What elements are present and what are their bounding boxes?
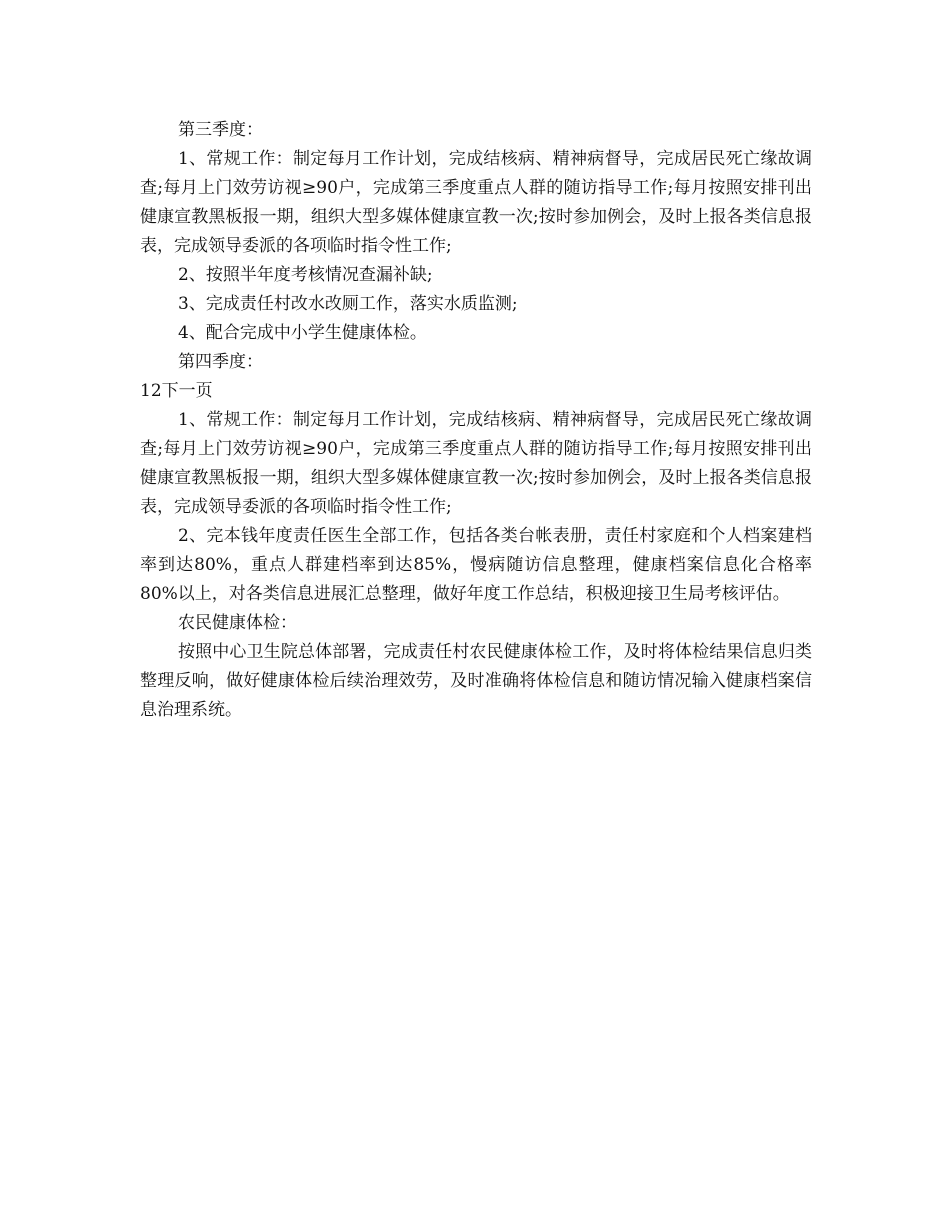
heading-q4: 第四季度：: [178, 352, 263, 372]
heading-farmer-checkup: 农民健康体检：: [178, 613, 297, 633]
document-body: [140, 116, 812, 725]
farmer-checkup-text: 按照中心卫生院总体部署，完成责任村农民健康体检工作，及时将体检结果信息归类整理反响，做好健康体检后续治理效劳，及时准确将体检信息和随访情况输入健康档案信息治理系统。: [140, 642, 812, 720]
q4-item-annual: 2、完本钱年度责任医生全部工作，包括各类台帐表册，责任村家庭和个人档案建档率到达80%，重点人群建档率到达85%，慢病随访信息整理，健康档案信息化合格率80%以上，对各类信息进展汇总整理，做好年度工作总结，积极迎接卫生局考核评估。: [140, 526, 812, 604]
q3-item-water: 3、完成责任村改水改厕工作，落实水质监测;: [178, 294, 518, 314]
page-nav-link[interactable]: 12下一页: [140, 381, 213, 401]
q3-item-checkup: 4、配合完成中小学生健康体检。: [178, 323, 427, 343]
heading-q3: 第三季度：: [178, 120, 263, 140]
q4-item-routine: 1、常规工作：制定每月工作计划，完成结核病、精神病督导，完成居民死亡缘故调查;每月上门效劳访视≥90户，完成第三季度重点人群的随访指导工作;每月按照安排刊出健康宣教黑板报一期，组织大型多媒体健康宣教一次;按时参加例会，及时上报各类信息报表，完成领导委派的各项临时指令性工作;: [140, 410, 812, 517]
q3-item-routine: 1、常规工作：制定每月工作计划，完成结核病、精神病督导，完成居民死亡缘故调查;每月上门效劳访视≥90户，完成第三季度重点人群的随访指导工作;每月按照安排刊出健康宣教黑板报一期，组织大型多媒体健康宣教一次;按时参加例会，及时上报各类信息报表，完成领导委派的各项临时指令性工作;: [140, 149, 812, 256]
q3-item-review: 2、按照半年度考核情况查漏补缺;: [178, 265, 433, 285]
